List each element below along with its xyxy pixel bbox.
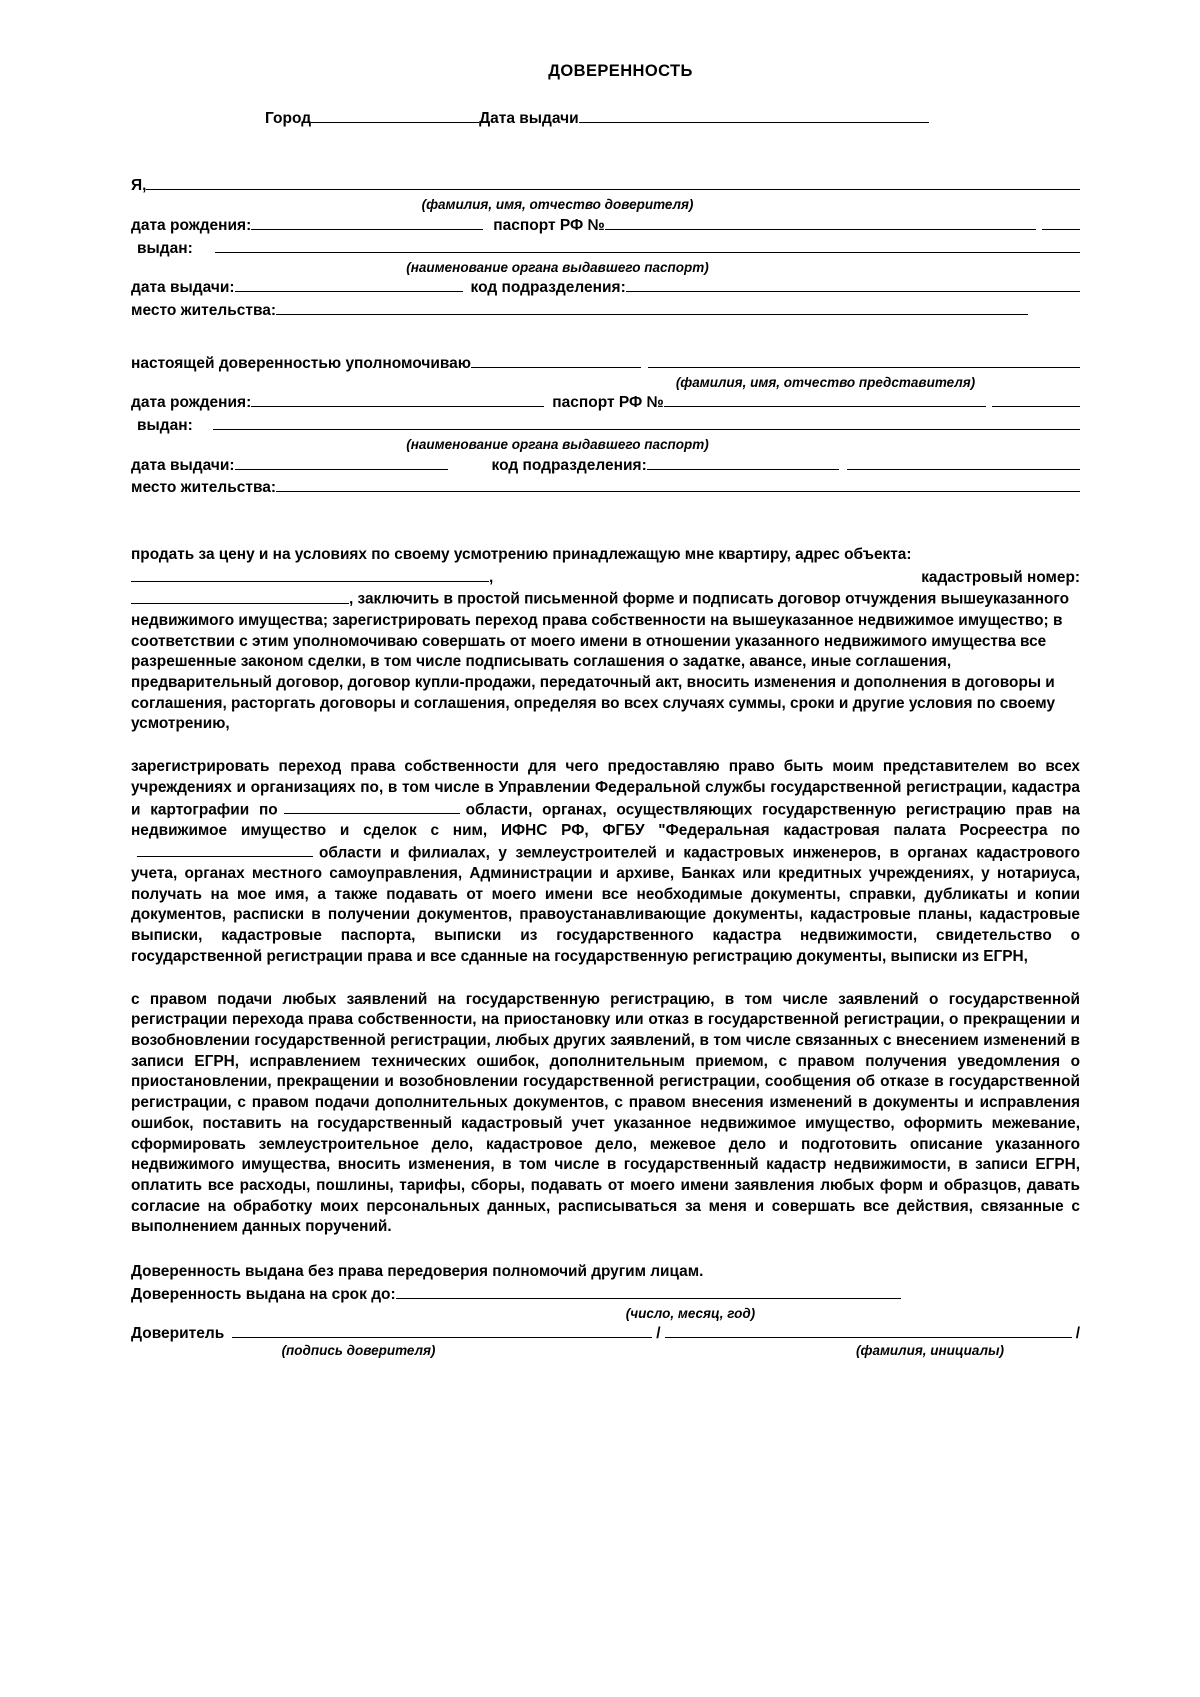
paragraph-2-region1: области, <box>465 801 533 819</box>
cadastral-row: , кадастровый номер: <box>131 566 1080 588</box>
principal-i-label: Я, <box>131 177 147 195</box>
paragraph-1-text: , заключить в простой письменной форме и подписать договор отчуждения вышеуказанного недвижимого имущества; зарегистрировать переход права собственности на вышеуказанное недвижимое имущество; в соответствии с этим уполномочиваю совершать от моего имени в отношении указанного недвижимого имущества все разрешенные законом сделки, в том числе подписывать соглашения о задатке, авансе, иные соглашения, предварительный договор, договор купли-продажи, передаточный акт, вносить изменения и дополнения в договоры и соглашения, расторгать договоры и соглашения, определяя во всех случаях суммы, сроки и другие условия по своему усмотрению, <box>131 591 1070 733</box>
principal-issue-date-row <box>131 277 1080 300</box>
representative-birth-row <box>131 392 1080 415</box>
representative-dept-code-blank-2[interactable] <box>847 454 1080 470</box>
slash-separator-2: / <box>1075 1325 1080 1343</box>
principal-dept-code-blank[interactable] <box>626 277 1080 293</box>
principal-signature-label: Доверитель <box>131 1325 225 1343</box>
cadastral-number-label: кадастровый номер: <box>921 568 1080 586</box>
principal-fio-blank[interactable] <box>146 175 1080 191</box>
principal-issuer-blank-short[interactable] <box>215 237 320 253</box>
principal-birth-row <box>131 214 1080 237</box>
principal-fio-row <box>131 175 1080 198</box>
principal-issued-by-label: выдан: <box>137 239 193 257</box>
representative-issuer-caption: (наименование органа выдавшего паспорт) <box>406 437 709 453</box>
representative-fio-blank-b[interactable] <box>648 352 1080 368</box>
principal-residence-blank[interactable] <box>310 299 1028 315</box>
principal-issuer-row <box>131 237 1080 260</box>
representative-issuer-blank[interactable] <box>243 414 1080 430</box>
representative-issuer-blank-short[interactable] <box>213 414 243 430</box>
slash-separator-1: / <box>656 1325 661 1343</box>
sale-intro-text: продать за цену и на условиях по своему усмотрению принадлежащую мне квартиру, адрес объекта: <box>131 546 912 564</box>
authorize-label: настоящей доверенностью уполномочиваю <box>131 354 472 372</box>
representative-residence-blank[interactable] <box>306 477 1080 493</box>
representative-issuer-row <box>131 414 1080 437</box>
principal-dept-code-label: код подразделения: <box>470 279 626 297</box>
principal-issuer-caption: (наименование органа выдавшего паспорт) <box>406 259 709 275</box>
representative-fio-caption: (фамилия, имя, отчество представителя) <box>675 374 976 390</box>
term-row <box>131 1283 1080 1306</box>
representative-issue-date-row <box>131 454 1080 477</box>
principal-issuer-blank[interactable] <box>320 237 1080 253</box>
representative-dept-code-label: код подразделения: <box>491 456 647 474</box>
term-label: Доверенность выдана на срок до: <box>131 1285 396 1303</box>
term-blank[interactable] <box>396 1283 901 1299</box>
representative-issue-date-blank[interactable] <box>235 454 448 470</box>
representative-issued-by-label: выдан: <box>137 417 193 435</box>
city-date-row <box>131 107 1080 128</box>
principal-residence-row <box>131 299 1080 322</box>
representative-issue-date-label: дата выдачи: <box>131 456 235 474</box>
representative-authorize-row <box>131 352 1080 375</box>
paragraph-3-text: с правом подачи любых заявлений на государственную регистрацию, в том числе заявлений о государственной регистрации перехода права собственности, на приостановку или отказ в государственной регистрации, о прекращении и возобновлении государственной регистрации, любых других заявлений, в том числе связанных с внесением изменений в записи ЕГРН, исправлением технических ошибок, дополнительным приемом, с правом получения уведомления о приостановлении, прекращении и возобновлении государственной регистрации, сообщения об отказе в государственной регистрации, с правом подачи дополнительных документов, с правом внесения изменений в документы и исправления ошибок, поставить на государственный кадастровый учет указанное недвижимое имущество, оформить межевание, сформировать землеустроительное дело, кадастровое дело, межевое дело и подготовить описание указанного недвижимого имущества, вносить изменения, в том числе в государственный кадастр недвижимости, в записи ЕГРН, оплатить все расходы, пошлины, тарифы, сборы, подавать от моего имени заявления любых форм и образцов, давать согласие на обработку моих персональных данных, расписываться за меня и совершать все действия, связанные с выполнением данных поручений. <box>131 990 1080 1236</box>
no-substitution-text: Доверенность выдана без права передоверия полномочий другим лицам. <box>131 1263 704 1281</box>
principal-birth-label: дата рождения: <box>131 217 252 235</box>
principal-issue-date-label: дата выдачи: <box>131 279 235 297</box>
representative-passport-label: паспорт РФ № <box>552 394 664 412</box>
signature-captions-row <box>131 1343 1080 1358</box>
representative-residence-blank-short[interactable] <box>276 477 306 493</box>
representative-birth-label: дата рождения: <box>131 394 252 412</box>
issue-date-blank[interactable] <box>579 107 929 123</box>
paragraph-2-part2: органах, осуществляющих государственную регистрацию прав на недвижимое имущество и сделок с ним, ИФНС РФ, ФГБУ "Федеральная кадастровая палата Росреестра по <box>131 801 1080 839</box>
signature-caption: (подпись доверителя) <box>281 1343 436 1359</box>
representative-birth-blank[interactable] <box>251 392 544 408</box>
representative-passport-blank[interactable] <box>664 392 986 408</box>
address-blank[interactable] <box>131 566 489 582</box>
name-caption: (фамилия, инициалы) <box>856 1343 1004 1359</box>
cadastral-blank-row <box>131 588 1080 735</box>
paragraph-2-part1: зарегистрировать переход права собственности для чего предоставляю право быть моим представителем во всех учреждениях и организациях по, в том числе в Управлении Федеральной службы государственной регистрации, кадастра и картографии по <box>131 758 1080 819</box>
term-caption: (число, месяц, год) <box>625 1305 756 1321</box>
principal-issue-date-blank[interactable] <box>235 277 463 293</box>
representative-dept-code-blank[interactable] <box>647 454 839 470</box>
cadastral-number-blank[interactable] <box>131 588 349 604</box>
paragraph-2-part3: и филиалах, у землеустроителей и кадастровых инженеров, в органах кадастрового учета, органах местного самоуправления, Администрации и архиве, Банках или кредитных учреждениях, у нотариуса, получать на мое имя, а также подавать от моего имени все необходимые документы, справки, дубликаты и копии документов, расписки в получении документов, правоустанавливающие документы, кадастровые планы, кадастровые выписки, кадастровые паспорта, выписки из государственного кадастра недвижимости, свидетельство о государственной регистрации права и все сданные на государственную регистрацию документы, выписки из ЕГРН, <box>131 844 1080 965</box>
name-blank[interactable] <box>665 1323 1072 1339</box>
principal-passport-label: паспорт РФ № <box>493 217 605 235</box>
principal-fio-caption: (фамилия, имя, отчество доверителя) <box>421 197 694 213</box>
paragraph-2-region2: области <box>319 844 382 862</box>
representative-fio-blank-a[interactable] <box>471 352 641 368</box>
signature-row <box>131 1323 1080 1344</box>
region-blank-2[interactable] <box>137 842 313 858</box>
representative-residence-label: место жительства: <box>131 479 277 497</box>
issue-date-label: Дата выдачи <box>479 109 579 127</box>
representative-residence-row <box>131 477 1080 500</box>
principal-birth-blank[interactable] <box>251 214 483 230</box>
principal-residence-label: место жительства: <box>131 302 277 320</box>
principal-passport-blank[interactable] <box>605 214 1036 230</box>
paragraph-2-block <box>131 757 1080 967</box>
signature-blank[interactable] <box>232 1323 652 1339</box>
city-blank[interactable] <box>311 107 479 123</box>
representative-passport-blank-2[interactable] <box>992 392 1080 408</box>
page-title: ДОВЕРЕННОСТЬ <box>548 62 693 80</box>
city-label: Город <box>265 109 312 127</box>
principal-passport-blank-2[interactable] <box>1042 214 1080 230</box>
principal-residence-blank-short[interactable] <box>276 299 310 315</box>
region-blank-1[interactable] <box>284 799 460 815</box>
